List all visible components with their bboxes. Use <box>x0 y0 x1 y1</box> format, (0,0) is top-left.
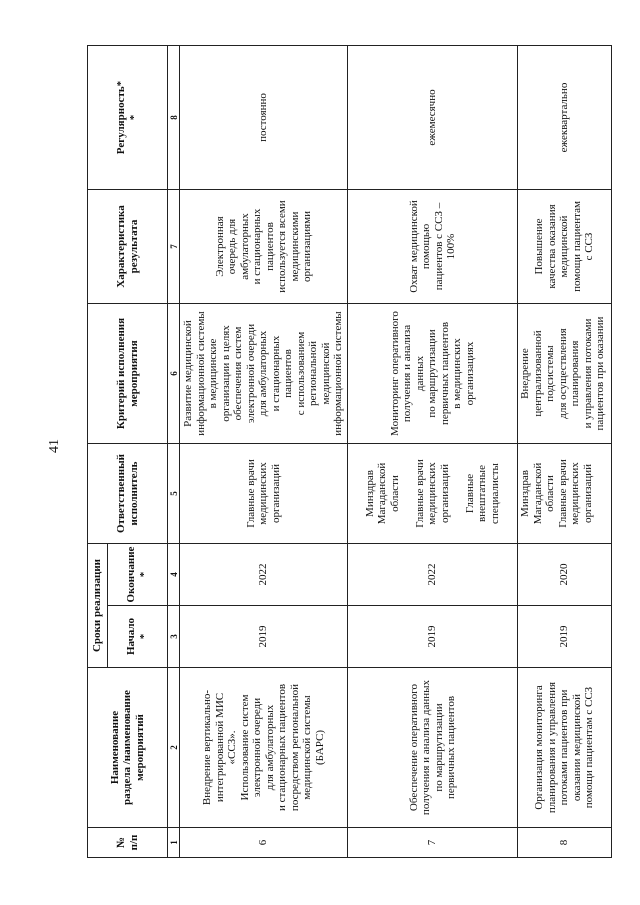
row-criterion: Внедрение централизованной подсистемы для осуществления планирования и управления потоками пациентов при оказании <box>518 304 612 444</box>
header-executor: Ответственный исполнитель <box>88 444 168 544</box>
row-criterion: Мониторинг оперативного получения и анализа данных по маршрутизации первичных пациентов в медицинских организациях <box>348 304 518 444</box>
header-name: Наименование раздела /наименование мероприятий <box>88 668 168 828</box>
row-end: 2022 <box>180 544 348 606</box>
row-regularity: ежемесячно <box>348 46 518 190</box>
column-number: 8 <box>168 46 180 190</box>
row-end: 2022 <box>348 544 518 606</box>
row-name: Внедрение вертикально- интегрированной МИС «ССЗ». Использование систем электронной очереди для амбулаторных и стационарных пациентов посредством региональной медицинской системы (БАРС) <box>180 668 348 828</box>
column-number: 5 <box>168 444 180 544</box>
row-start: 2019 <box>518 606 612 668</box>
table-row <box>180 46 348 858</box>
row-num: 8 <box>518 828 612 858</box>
row-executor: Главные врачи медицинских организаций <box>180 444 348 544</box>
column-number: 1 <box>168 828 180 858</box>
header-end: Окончание * <box>108 544 168 606</box>
row-result: Охват медицинской помощью пациентов с ССЗ – 100% <box>348 190 518 304</box>
row-executor: Минздрав Магаданской области Главные врачи медицинских организаций Главные внештатные специалисты <box>348 444 518 544</box>
header-result: Характеристика результата <box>88 190 168 304</box>
header-regularity: Регулярность* * <box>88 46 168 190</box>
row-name: Организация мониторинга планирования и управления потоками пациентов при оказании медицинской помощи пациентам с ССЗ <box>518 668 612 828</box>
row-name: Обеспечение оперативного получения и анализа данных по маршрутизации первичных пациентов <box>348 668 518 828</box>
row-result: Электронная очередь для амбулаторных и стационарных пациентов используется всеми медицинскими организациями <box>180 190 348 304</box>
column-number: 3 <box>168 606 180 668</box>
header-row-1 <box>88 46 108 858</box>
column-numbers-row <box>168 46 180 858</box>
column-number: 2 <box>168 668 180 828</box>
row-end: 2020 <box>518 544 612 606</box>
table-row <box>348 46 518 858</box>
header-start: Начало * <box>108 606 168 668</box>
header-num: № п/п <box>88 828 168 858</box>
row-regularity: ежеквартально <box>518 46 612 190</box>
column-number: 4 <box>168 544 180 606</box>
rotated-table-container <box>87 46 611 858</box>
header-criterion: Критерий исполнения мероприятия <box>88 304 168 444</box>
row-executor: Минздрав Магаданской области Главные врачи медицинских организаций <box>518 444 612 544</box>
header-terms: Сроки реализации <box>88 544 108 668</box>
row-regularity: постоянно <box>180 46 348 190</box>
table-row <box>518 46 612 858</box>
row-num: 7 <box>348 828 518 858</box>
column-number: 6 <box>168 304 180 444</box>
measures-table <box>87 45 612 858</box>
row-start: 2019 <box>180 606 348 668</box>
column-number: 7 <box>168 190 180 304</box>
row-criterion: Развитие медицинской информационной системы в медицинские организации в целях обеспечения систем электронной очереди для амбулаторных и стационарных пациентов с использованием региональной медицинской информационной системы <box>180 304 348 444</box>
page-number: 41 <box>47 439 62 453</box>
row-start: 2019 <box>348 606 518 668</box>
row-result: Повышение качества оказания медицинской помощи пациентам с ССЗ <box>518 190 612 304</box>
row-num: 6 <box>180 828 348 858</box>
